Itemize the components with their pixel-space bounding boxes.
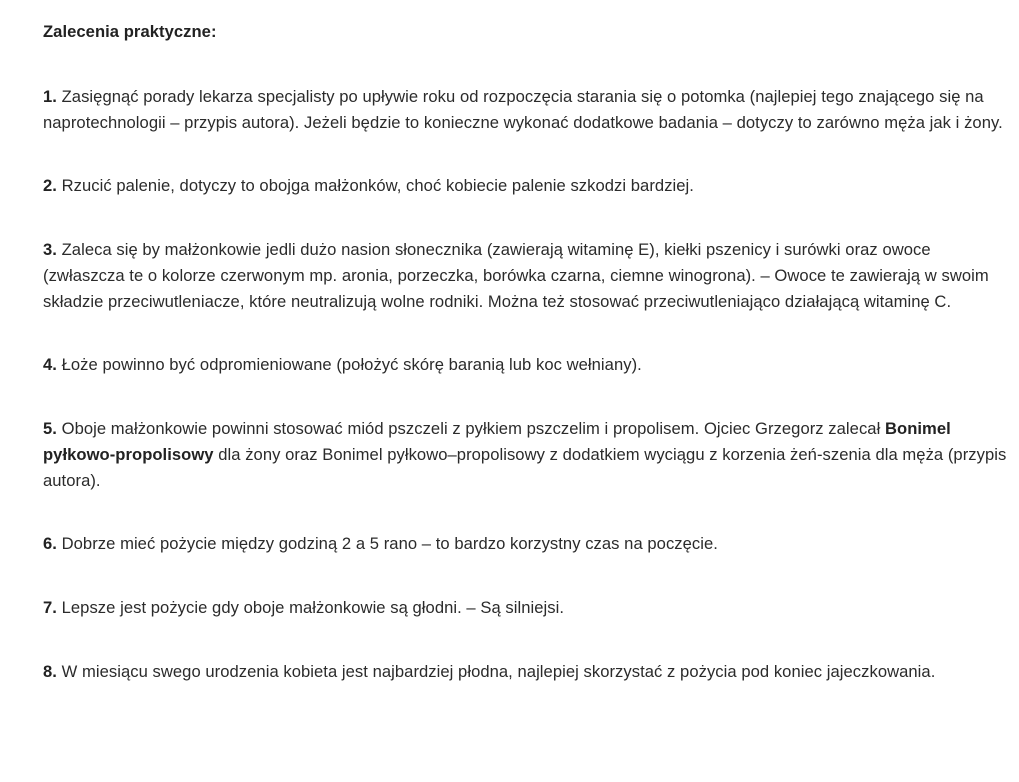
item-text: Lepsze jest pożycie gdy oboje małżonkowie są głodni. – Są silniejsi. <box>56 598 565 617</box>
recommendation-item-1 <box>43 84 1013 136</box>
product-name-bold: Bonimel pyłkowo-propolisowy <box>43 419 951 464</box>
item-number: 2. <box>43 176 57 195</box>
item-text: Zaleca się by małżonkowie jedli dużo nasion słonecznika (zawierają witaminę E), kiełki pszenicy i surówki oraz owoce (zwłaszcza te o kolorze czerwonym mp. aronia, porzeczka, borówka czarna, ciemne winogrona). – Owoce te zawierają w swoim składzie przeciwutleniacze, które neutralizują wolne rodniki. Można też stosować przeciwutleniająco działającą witaminę C. <box>43 240 989 311</box>
item-text-continued: dla żony oraz Bonimel pyłkowo–propolisowy z dodatkiem wyciągu z korzenia żeń-szenia dla męża (przypis autora). <box>43 445 1007 490</box>
item-text: Rzucić palenie, dotyczy to obojga małżonków, choć kobiecie palenie szkodzi bardziej. <box>56 176 694 195</box>
item-text: Łoże powinno być odpromieniowane (położyć skórę baranią lub koc wełniany). <box>56 355 642 374</box>
item-number: 3. <box>43 240 57 259</box>
item-number: 8. <box>43 662 57 681</box>
article-body <box>43 19 1013 685</box>
item-number: 7. <box>43 598 57 617</box>
recommendation-item-3 <box>43 237 1013 315</box>
item-text: Oboje małżonkowie powinni stosować miód pszczeli z pyłkiem pszczelim i propolisem. Ojciec Grzegorz zalecał <box>56 419 885 438</box>
item-text: Dobrze mieć pożycie między godziną 2 a 5 rano – to bardzo korzystny czas na poczęcie. <box>56 534 718 553</box>
item-number: 5. <box>43 419 57 438</box>
recommendation-item-4 <box>43 352 1013 378</box>
item-number: 1. <box>43 87 57 106</box>
recommendation-item-5 <box>43 416 1013 494</box>
item-text: Zasięgnąć porady lekarza specjalisty po upływie roku od rozpoczęcia starania się o potomka (najlepiej tego znającego się na naprotechnologii – przypis autora). Jeżeli będzie to konieczne wykonać dodatkowe badania – dotyczy to zarówno męża jak i żony. <box>43 87 1003 132</box>
recommendation-item-6 <box>43 531 1013 557</box>
recommendation-item-7 <box>43 595 1013 621</box>
item-number: 6. <box>43 534 57 553</box>
item-number: 4. <box>43 355 57 374</box>
recommendation-item-2 <box>43 173 1013 199</box>
section-heading: Zalecenia praktyczne: <box>43 22 217 41</box>
item-text: W miesiącu swego urodzenia kobieta jest najbardziej płodna, najlepiej skorzystać z pożycia pod koniec jajeczkowania. <box>56 662 936 681</box>
recommendation-item-8 <box>43 659 1013 685</box>
